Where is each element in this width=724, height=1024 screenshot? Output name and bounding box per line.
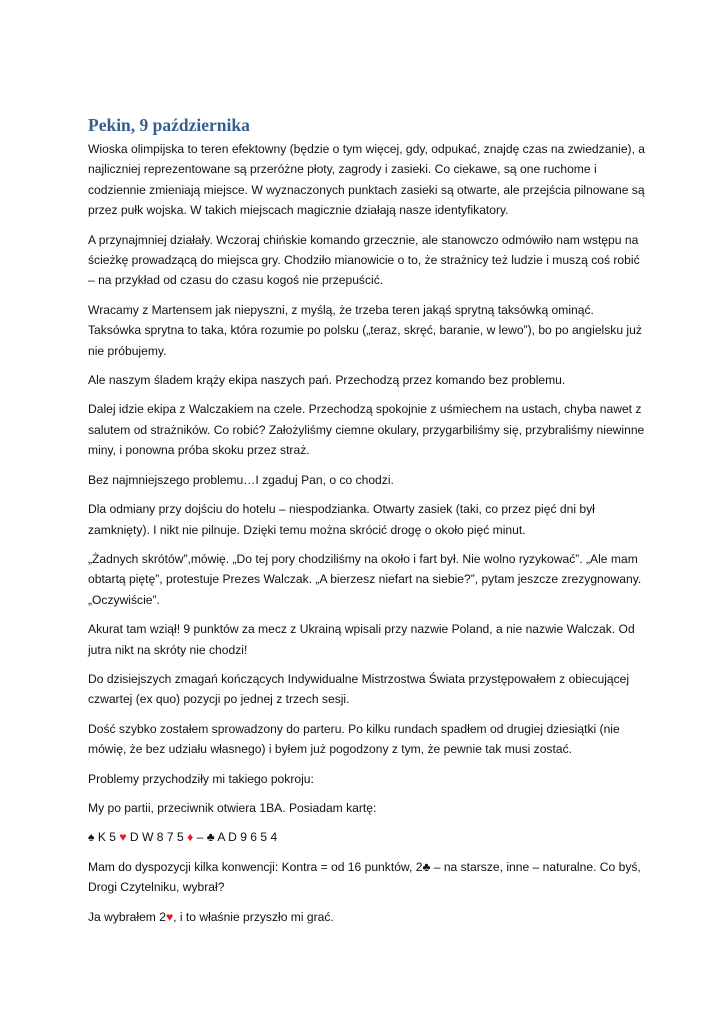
document-page [88,114,648,936]
paragraph-3: Wracamy z Martensem jak niepyszni, z myślą, że trzeba teren jakąś sprytną taksówką ominąć. Taksówka sprytna to taka, która rozumie po polsku („teraz, skręć, baranie, w lewo”), bo po angielsku już nie próbujemy. [88,302,642,358]
paragraph-4: Ale naszym śladem krąży ekipa naszych pań. Przechodzą przez komando bez problemu. [88,373,566,388]
bridge-hand [88,827,648,847]
paragraph-12: Problemy przychodziły mi takiego pokroju: [88,771,314,786]
heart-icon: ♥ [119,830,127,845]
hand-hearts: D W 8 7 5 [129,830,184,845]
club-icon: ♣ [206,830,215,845]
paragraph-2: A przynajmniej działały. Wczoraj chińskie komando grzecznie, ale stanowczo odmówiło nam wstępu na ścieżkę prowadzącą do miejsca gry. Chodziło mianowicie o to, że strażnicy też ludzie i muszą coś robić – na przykład od czasu do czasu kogoś nie przepuścić. [88,232,640,288]
diamond-icon: ♦ [187,830,194,845]
conventions-text-after: – na starsze, inne – naturalne. Co byś, Drogi Czytelniku, wybrał? [88,859,641,895]
paragraph-9: Akurat tam wziął! 9 punktów za mecz z Ukrainą wpisali przy nazwie Poland, a nie nazwie Walczak. Od jutra nikt na skróty nie chodzi! [88,622,635,657]
paragraph-10: Do dzisiejszych zmagań kończących Indywidualne Mistrzostwa Świata przystępowałem z obiecującej czwartej (ex quo) pozycji po jednej z trzech sesji. [88,671,630,707]
choice-paragraph [88,907,648,927]
paragraph-6: Bez najmniejszego problemu…I zgaduj Pan, o co chodzi. [88,472,394,487]
hand-spades: K 5 [97,830,116,845]
paragraph-13: My po partii, przeciwnik otwiera 1BA. Posiadam kartę: [88,800,377,815]
paragraph-8: „Żadnych skrótów”,mówię. „Do tej pory chodziliśmy na około i fart był. Nie wolno ryzykować”. „Ale mam obtartą piętę”, protestuje Prezes Walczak. „A bierzesz niefart na siebie?”, pytam jeszcze zrezygnowany. „Oczywiście”. [88,551,642,607]
paragraph-11: Dość szybko zostałem sprowadzony do parteru. Po kilku rundach spadłem od drugiej dziesiątki (nie mówię, że bez udziału własnego) i byłem już pogodzony z tym, że pewnie tak musi zostać. [88,721,620,757]
choice-text-before: Ja wybrałem 2 [88,909,166,924]
document-title: Pekin, 9 października [88,115,250,135]
club-icon: ♣ [422,859,431,874]
paragraph-7: Dla odmiany przy dojściu do hotelu – niespodzianka. Otwarty zasiek (taki, co przez pięć dni był zamknięty). I nikt nie pilnuje. Dzięki temu można skrócić drogę o około pięć minut. [88,502,595,537]
paragraph-5: Dalej idzie ekipa z Walczakiem na czele. Przechodzą spokojnie z uśmiechem na ustach, chyba nawet z salutem od strażników. Co robić? Założyliśmy ciemne okulary, przygarbiliśmy się, przybraliśmy niewinne miny, i ponowna próba skoku przez straż. [88,402,645,458]
heart-icon: ♥ [165,909,174,924]
conventions-paragraph [88,857,648,898]
choice-text-after: , i to właśnie przyszło mi grać. [173,909,334,924]
spade-icon: ♠ [88,830,95,845]
conventions-text-before: Mam do dyspozycji kilka konwencji: Kontra = od 16 punktów, 2 [88,859,423,874]
hand-clubs: A D 9 6 5 4 [217,830,278,845]
paragraph-1: Wioska olimpijska to teren efektowny (będzie o tym więcej, gdy, odpukać, znajdę czas na zwiedzanie), a najliczniej reprezentowane są przeróżne płoty, zagrody i zasieki. Co ciekawe, są one ruchome i codziennie zmieniają miejsce. W wyznaczonych punktach zasieki są otwarte, ale przejścia pilnowane są przez pułk wojska. W takich miejscach magicznie działają nasze identyfikatory. [88,142,646,218]
hand-diamonds: – [196,830,204,845]
